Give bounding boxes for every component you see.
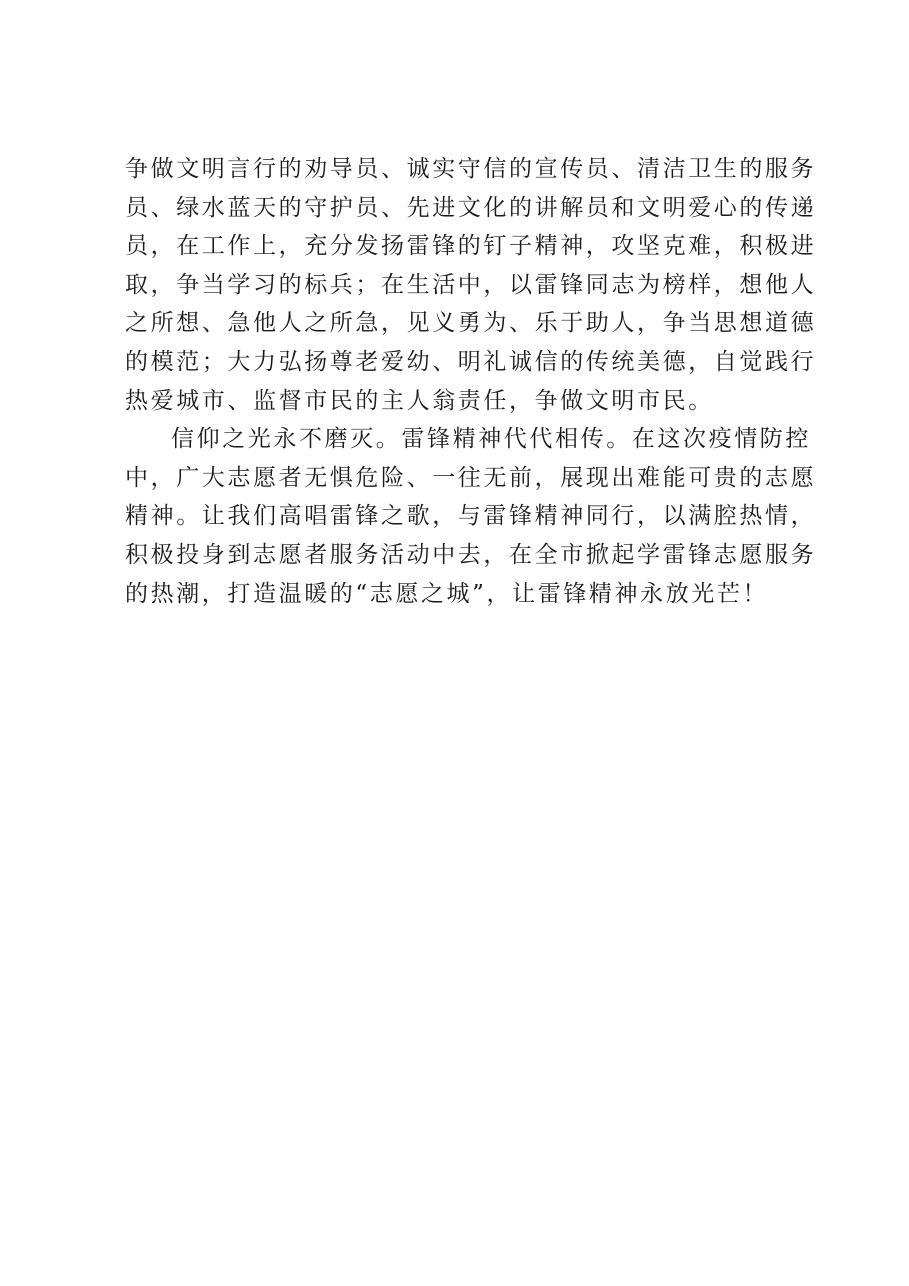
text-line: 精神。让我们高唱雷锋之歌，与雷锋精神同行，以满腔热情， — [125, 503, 817, 530]
text-line: 的模范；大力弘扬尊老爱幼、明礼诚信的传统美德，自觉践行 — [125, 348, 817, 375]
text-line: 热爱城市、监督市民的主人翁责任，争做文明市民。 — [125, 387, 714, 414]
paragraph-1 — [125, 150, 817, 420]
text-line: 积极投身到志愿者服务活动中去，在全市掀起学雷锋志愿服务 — [125, 541, 817, 568]
text-line: 信仰之光永不磨灭。雷锋精神代代相传。在这次疫情防控 — [171, 426, 811, 453]
text-line: 的热潮，打造温暖的“志愿之城”，让雷锋精神永放光芒！ — [125, 580, 769, 607]
text-line: 中，广大志愿者无惧危险、一往无前，展现出难能可贵的志愿 — [125, 464, 817, 491]
text-line: 争做文明言行的劝导员、诚实守信的宣传员、清洁卫生的服务 — [125, 156, 817, 182]
text-line: 取，争当学习的标兵；在生活中，以雷锋同志为榜样，想他人 — [125, 271, 817, 298]
text-line: 员，在工作上，充分发扬雷锋的钉子精神，攻坚克难，积极进 — [125, 233, 817, 260]
body-text — [125, 150, 817, 613]
text-line: 之所想、急他人之所急，见义勇为、乐于助人，争当思想道德 — [125, 310, 817, 337]
text-line: 员、绿水蓝天的守护员、先进文化的讲解员和文明爱心的传递 — [125, 194, 817, 221]
paragraph-2 — [125, 420, 817, 613]
